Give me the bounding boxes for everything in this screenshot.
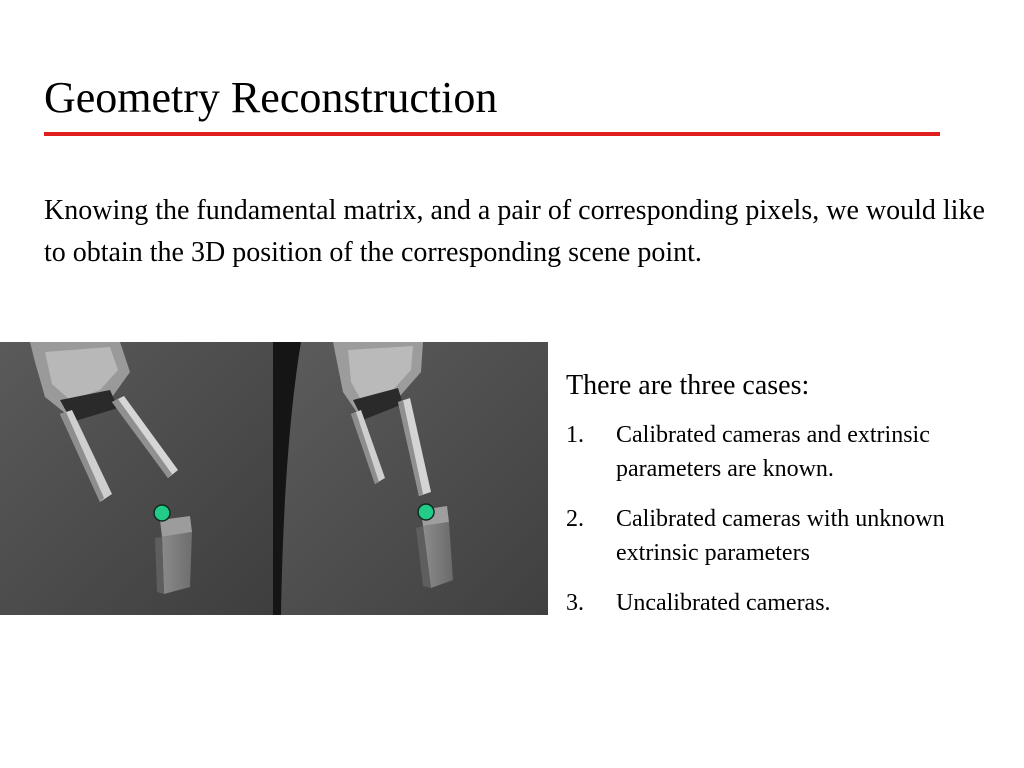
left-camera-image [0, 342, 273, 615]
case-text: Uncalibrated cameras. [616, 590, 831, 616]
title-underline [44, 132, 940, 136]
intro-paragraph: Knowing the fundamental matrix, and a pair of corresponding pixels, we would like to obtain the 3D position of the corresponding scene point. [44, 195, 985, 268]
right-camera-image [273, 342, 548, 615]
case-number: 2. [566, 506, 584, 532]
case-text: Calibrated cameras with unknown extrinsic parameters [616, 506, 945, 566]
case-text: Calibrated cameras and extrinsic parameters are known. [616, 422, 930, 482]
cases-heading: There are three cases: [566, 370, 810, 401]
case-number: 1. [566, 422, 584, 448]
case-item [566, 586, 1016, 620]
case-item [566, 502, 1016, 570]
feature-point-marker [154, 505, 170, 521]
case-item [566, 418, 1016, 486]
feature-point-marker [418, 504, 434, 520]
cases-list [566, 418, 1016, 620]
slide-title: Geometry Reconstruction [44, 73, 498, 122]
stereo-image-pair [0, 342, 548, 615]
cases-section [566, 366, 1016, 636]
case-number: 3. [566, 590, 584, 616]
